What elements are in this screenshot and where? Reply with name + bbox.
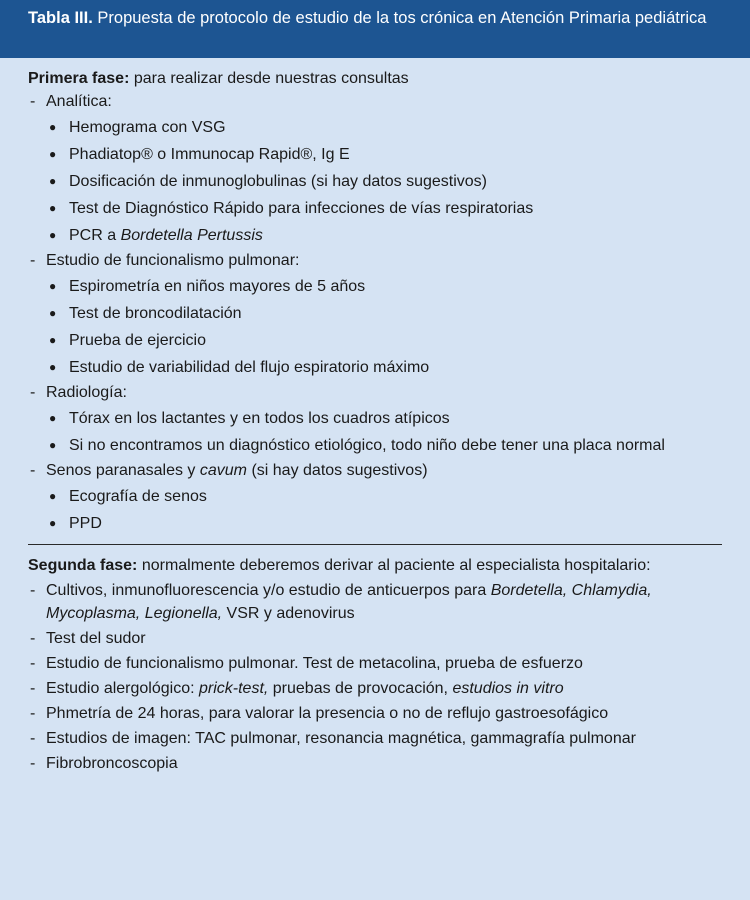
- list-item: [28, 222, 722, 248]
- list-item: [28, 702, 722, 725]
- bullet-icon: ●: [49, 516, 57, 530]
- list-item-text: Si no encontramos un diagnóstico etiológico, todo niño debe tener una placa normal: [69, 437, 665, 454]
- dash-marker: -: [30, 705, 36, 722]
- list-item-text-italic: Bordetella Pertussis: [120, 227, 263, 244]
- dash-marker: -: [30, 755, 36, 772]
- group-title: Radiología:: [46, 384, 127, 401]
- group-title: [46, 459, 722, 482]
- list-item-text: [46, 579, 722, 625]
- table-header: [0, 0, 750, 58]
- dash-marker: -: [30, 655, 36, 672]
- list-item-text: Fibrobroncoscopia: [46, 755, 178, 772]
- phase-divider: [28, 544, 722, 545]
- list-item: [28, 752, 722, 775]
- list-item-text: Hemograma con VSG: [69, 119, 226, 136]
- list-item-text: [69, 222, 722, 248]
- list-item: [28, 114, 722, 140]
- dash-marker: -: [30, 680, 36, 697]
- group-title-pre: Senos paranasales y: [46, 462, 200, 479]
- phase2-section: [28, 554, 722, 775]
- group-title: Estudio de funcionalismo pulmonar:: [46, 252, 300, 269]
- dash-marker: -: [30, 384, 36, 401]
- dash-marker: -: [30, 252, 36, 269]
- list-item: [28, 327, 722, 353]
- list-item-text: Estudios de imagen: TAC pulmonar, resonancia magnética, gammagrafía pulmonar: [46, 730, 636, 747]
- bullet-icon: ●: [49, 333, 57, 347]
- bullet-icon: ●: [49, 489, 57, 503]
- bullet-icon: ●: [49, 438, 57, 452]
- list-item: [28, 510, 722, 536]
- list-item: [28, 354, 722, 380]
- dash-marker: -: [30, 93, 36, 110]
- list-item-text: Test de broncodilatación: [69, 305, 242, 322]
- group-title-post: (si hay datos sugestivos): [247, 462, 428, 479]
- bullet-icon: ●: [49, 174, 57, 188]
- phase1-label: Primera fase:: [28, 70, 130, 87]
- list-item-text: Test del sudor: [46, 630, 146, 647]
- phase2-text: normalmente deberemos derivar al paciente al especialista hospitalario:: [141, 557, 651, 574]
- list-item: [28, 483, 722, 509]
- list-item-text-italic: estudios in vitro: [452, 680, 564, 697]
- list-item-text-pre: Estudio alergológico:: [46, 680, 199, 697]
- list-item-text-italic: Bordetella, Chlamydia, Mycoplasma, Legionella,: [46, 582, 652, 622]
- list-item: [28, 579, 722, 625]
- phase1-heading: [28, 67, 722, 90]
- list-item: [28, 405, 722, 431]
- list-item-text: Estudio de variabilidad del flujo espiratorio máximo: [69, 359, 430, 376]
- list-item-text: Test de Diagnóstico Rápido para infecciones de vías respiratorias: [69, 200, 534, 217]
- list-item-text: Phadiatop® o Immunocap Rapid®, Ig E: [69, 146, 350, 163]
- list-item-text-italic: prick-test,: [198, 680, 269, 697]
- list-item-text: Estudio de funcionalismo pulmonar. Test de metacolina, prueba de esfuerzo: [46, 655, 583, 672]
- list-item-text: PPD: [69, 515, 102, 532]
- dash-marker: -: [30, 462, 36, 479]
- list-item-text: Ecografía de senos: [69, 488, 207, 505]
- list-item-text-pre: PCR a: [69, 227, 121, 244]
- list-item: [28, 432, 722, 458]
- list-item-text: Espirometría en niños mayores de 5 años: [69, 278, 366, 295]
- list-item-text-post: VSR y adenovirus: [222, 605, 355, 622]
- phase2-label: Segunda fase:: [28, 557, 138, 574]
- list-item: [28, 677, 722, 700]
- list-item-text: Prueba de ejercicio: [69, 332, 206, 349]
- phase2-heading: [28, 554, 722, 577]
- list-item-text: Phmetría de 24 horas, para valorar la presencia o no de reflujo gastroesofágico: [46, 705, 609, 722]
- table-title: Propuesta de protocolo de estudio de la tos crónica en Atención Primaria pediátrica: [97, 9, 707, 27]
- list-item: [28, 168, 722, 194]
- list-item: [28, 300, 722, 326]
- group-title: Analítica:: [46, 93, 112, 110]
- dash-marker: -: [30, 582, 36, 599]
- bullet-icon: ●: [49, 360, 57, 374]
- phase1-text: para realizar desde nuestras consultas: [133, 70, 409, 87]
- list-item-text: Dosificación de inmunoglobulinas (si hay datos sugestivos): [69, 173, 487, 190]
- bullet-icon: ●: [49, 120, 57, 134]
- list-item: [28, 273, 722, 299]
- list-item: [28, 627, 722, 650]
- group-funcionalismo: [28, 249, 722, 272]
- group-senos: [28, 459, 722, 482]
- list-item: [28, 195, 722, 221]
- table-content: [0, 58, 750, 775]
- bullet-icon: ●: [49, 228, 57, 242]
- bullet-icon: ●: [49, 201, 57, 215]
- list-item-text: [46, 677, 722, 700]
- bullet-icon: ●: [49, 147, 57, 161]
- dash-marker: -: [30, 730, 36, 747]
- group-analitica: [28, 90, 722, 113]
- group-radiologia: [28, 381, 722, 404]
- list-item-text: Tórax en los lactantes y en todos los cuadros atípicos: [69, 410, 450, 427]
- bullet-icon: ●: [49, 279, 57, 293]
- list-item-text-pre: Cultivos, inmunofluorescencia y/o estudio de anticuerpos para: [46, 582, 491, 599]
- dash-marker: -: [30, 630, 36, 647]
- table-label: Tabla III.: [28, 9, 93, 27]
- list-item-text-mid: pruebas de provocación,: [268, 680, 453, 697]
- bullet-icon: ●: [49, 411, 57, 425]
- bullet-icon: ●: [49, 306, 57, 320]
- list-item: [28, 727, 722, 750]
- list-item: [28, 652, 722, 675]
- group-title-italic: cavum: [199, 462, 247, 479]
- list-item: [28, 141, 722, 167]
